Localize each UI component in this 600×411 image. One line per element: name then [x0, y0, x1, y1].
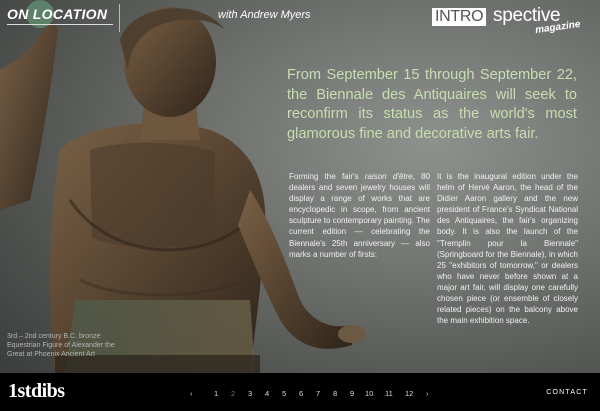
page-link-9[interactable]: 9 [350, 389, 355, 398]
body-column-right: It is the inaugural edition under the helm of Hervé Aaron, the head of the Didier Aaron gallery and the new president of France's Syndicat National des Antiquaires, the fair's organizing body. It is also the launch of the "Tremplin pour la Biennale" (Springboard for the Biennale), in which 25 "exhibitors of tomorrow," or dealers who have never before shown at a major art fair, will display one carefully chosen piece (or ensemble of closely related pieces) on the balcony above the main exhibition space. [437, 172, 578, 326]
page-link-1[interactable]: 1 [214, 389, 219, 398]
1stdibs-logo[interactable]: 1stdibs [8, 380, 65, 402]
header-underline [7, 24, 113, 25]
page-header [0, 0, 600, 37]
next-page-arrow-icon[interactable]: › [426, 389, 429, 398]
lead-paragraph: From September 15 through September 22, the Biennale des Antiquaires will seek to reconfirm its status as the world's most glamorous fine and decorative arts fair. [287, 67, 577, 142]
page-link-10[interactable]: 10 [365, 389, 374, 398]
page-link-5[interactable]: 5 [282, 389, 287, 398]
section-title: ON LOCATION [7, 6, 108, 22]
header-divider [119, 4, 120, 32]
col1-text-start: Forming the fair's [289, 172, 365, 181]
logo-magazine-text: magazine [534, 18, 582, 37]
logo-intro-text: INTRO [432, 8, 486, 26]
page-link-11[interactable]: 11 [385, 389, 393, 398]
image-caption: 3rd – 2nd century B.C. bronze Equestrian Figure of Alexander the Great at Phoenix Ancient Art [7, 333, 115, 358]
body-column-left [289, 171, 430, 260]
prev-page-arrow-icon[interactable]: ‹ [190, 389, 193, 398]
page-link-2-current[interactable]: 2 [231, 389, 236, 398]
page-link-6[interactable]: 6 [299, 389, 304, 398]
col1-text-end: , 80 dealers and seven jewelry houses will display a range of works that are encyclopedic in scope, from ancient sculpture to contemporary painting. The current edition — celebrating the Biennale's 25th anniversary — also marks a number of firsts: [289, 172, 430, 259]
page-link-8[interactable]: 8 [333, 389, 338, 398]
page-link-7[interactable]: 7 [316, 389, 321, 398]
logo-spective-text: spective [493, 5, 561, 26]
author-byline: with Andrew Myers [218, 9, 311, 21]
footer-bar [0, 373, 600, 411]
contact-link[interactable]: CONTACT [546, 389, 588, 396]
page-link-4[interactable]: 4 [265, 389, 270, 398]
col1-emphasis: raison d'être [364, 172, 413, 181]
page-link-12[interactable]: 12 [405, 389, 414, 398]
page-link-3[interactable]: 3 [248, 389, 253, 398]
